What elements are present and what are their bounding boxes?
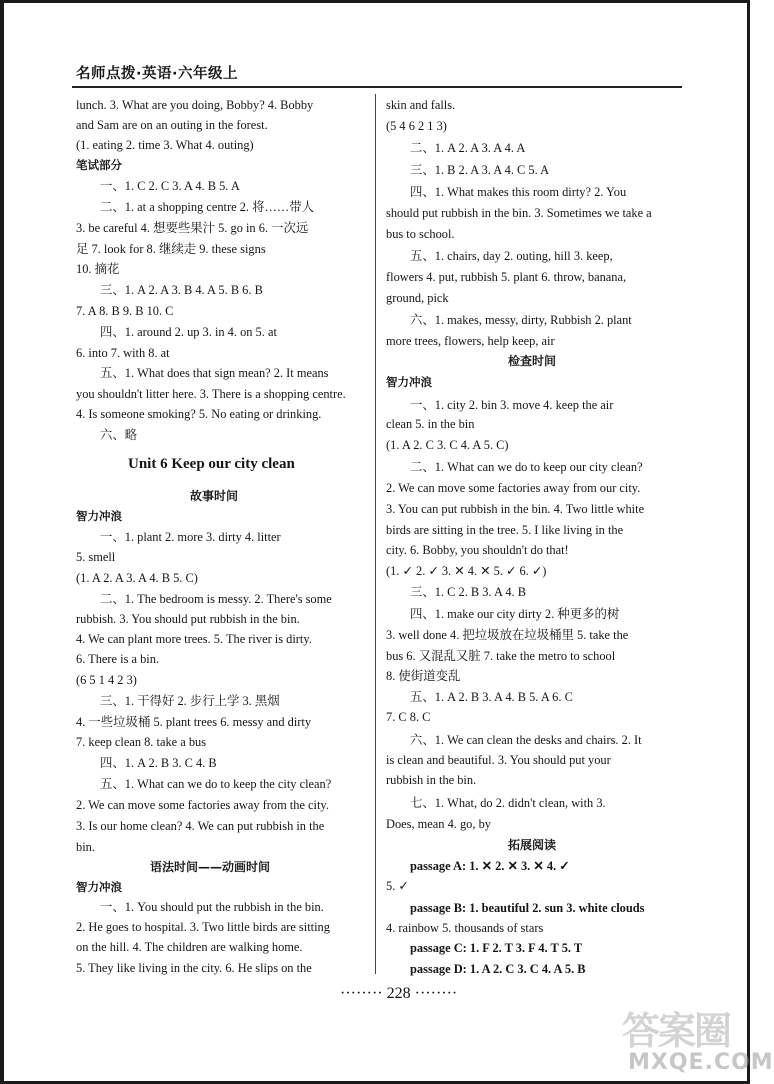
section-label: 智力冲浪 [386, 375, 432, 389]
text-line: 7. A 8. B 9. B 10. C [76, 304, 174, 318]
text-line: city. 6. Bobby, you shouldn't do that! [386, 543, 569, 557]
text-line: (1. ✓ 2. ✓ 3. ✕ 4. ✕ 5. ✓ 6. ✓) [386, 564, 547, 578]
text-line: 10. 摘花 [76, 262, 120, 276]
text-line: 4. 一些垃圾桶 5. plant trees 6. messy and dirty [76, 715, 312, 729]
text-line: should put rubbish in the bin. 3. Sometimes we take a [386, 206, 652, 220]
text-line: (1. eating 2. time 3. What 4. outing) [76, 138, 254, 152]
text-line: 二、1. What can we do to keep our city clean? [410, 460, 643, 474]
text-line: 四、1. around 2. up 3. in 4. on 5. at [100, 325, 277, 339]
text-line: more trees, flowers, help keep, air [386, 334, 555, 348]
text-line: 三、1. B 2. A 3. A 4. C 5. A [410, 163, 550, 177]
text-line: bus 6. 又混乱又脏 7. take the metro to school [386, 649, 616, 663]
text-line: clean 5. in the bin [386, 417, 475, 431]
text-line: 4. We can plant more trees. 5. The river is dirty. [76, 632, 312, 646]
text-line: ground, pick [386, 291, 449, 305]
text-line: you shouldn't litter here. 3. There is a shopping centre. [76, 387, 346, 401]
text-line: 6. There is a bin. [76, 652, 160, 666]
section-title: 语法时间——动画时间 [150, 860, 271, 874]
text-line: 6. into 7. with 8. at [76, 346, 170, 360]
text-line: 二、1. A 2. A 3. A 4. A [410, 141, 526, 155]
text-line: 七、1. What, do 2. didn't clean, with 3. [410, 796, 606, 810]
section-label: 智力冲浪 [76, 509, 122, 523]
watermark-logo: 答案圈 [622, 1009, 731, 1053]
text-line: (5 4 6 2 1 3) [386, 119, 447, 133]
text-line: 一、1. city 2. bin 3. move 4. keep the air [410, 398, 614, 412]
text-line: passage D: 1. A 2. C 3. C 4. A 5. B [410, 962, 586, 976]
text-line: lunch. 3. What are you doing, Bobby? 4. Bobby [76, 98, 314, 112]
text-line: (6 5 1 4 2 3) [76, 673, 137, 687]
page-border-right [747, 0, 750, 1084]
column-divider [375, 94, 376, 974]
text-line: passage B: 1. beautiful 2. sun 3. white clouds [410, 901, 645, 915]
text-line: 3. You can put rubbish in the bin. 4. Two little white [386, 502, 645, 516]
text-line: 3. well done 4. 把垃圾放在垃圾桶里 5. take the [386, 628, 629, 642]
text-line: 二、1. at a shopping centre 2. 将……带人 [100, 200, 315, 214]
text-line: 五、1. What does that sign mean? 2. It means [100, 366, 329, 380]
watermark-text: MXQE.COM [628, 1050, 774, 1075]
text-line: bus to school. [386, 227, 455, 241]
text-line: 六、略 [100, 428, 138, 442]
text-line: and Sam are on an outing in the forest. [76, 118, 268, 132]
text-line: (1. A 2. A 3. A 4. B 5. C) [76, 571, 198, 585]
text-line: birds are sitting in the tree. 5. I like living in the [386, 523, 624, 537]
text-line: 二、1. The bedroom is messy. 2. There's some [100, 592, 332, 606]
text-line: is clean and beautiful. 3. You should put your [386, 753, 611, 767]
text-line: 五、1. What can we do to keep the city clean? [100, 777, 332, 791]
text-line: 2. We can move some factories away from our city. [386, 481, 641, 495]
text-line: 2. We can move some factories away from the city. [76, 798, 329, 812]
section-title: 故事时间 [190, 489, 239, 503]
text-line: skin and falls. [386, 98, 456, 112]
text-line: 四、1. make our city dirty 2. 种更多的树 [410, 607, 620, 621]
text-line: 六、1. makes, messy, dirty, Rubbish 2. plant [410, 313, 632, 327]
book-header-title: 名师点拨·英语·六年级上 [76, 66, 239, 82]
text-line: Does, mean 4. go, by [386, 817, 491, 831]
text-line: 五、1. chairs, day 2. outing, hill 3. keep, [410, 249, 613, 263]
section-title: 检查时间 [508, 354, 557, 368]
text-line: bin. [76, 840, 95, 854]
text-line: flowers 4. put, rubbish 5. plant 6. throw, banana, [386, 270, 627, 284]
text-line: 三、1. C 2. B 3. A 4. B [410, 585, 527, 599]
text-line: rubbish. 3. You should put rubbish in the bin. [76, 612, 300, 626]
text-line: 5. smell [76, 550, 116, 564]
section-label: 笔试部分 [76, 158, 122, 172]
text-line: 一、1. You should put the rubbish in the bin. [100, 900, 324, 914]
text-line: passage C: 1. F 2. T 3. F 4. T 5. T [410, 941, 583, 955]
text-line: 5. ✓ [386, 879, 409, 893]
section-title: 拓展阅读 [508, 838, 557, 852]
text-line: on the hill. 4. The children are walking home. [76, 940, 303, 954]
text-line: 4. Is someone smoking? 5. No eating or drinking. [76, 407, 322, 421]
text-line: 4. rainbow 5. thousands of stars [386, 921, 544, 935]
text-line: 三、1. 干得好 2. 步行上学 3. 黑烟 [100, 694, 280, 708]
text-line: 五、1. A 2. B 3. A 4. B 5. A 6. C [410, 690, 573, 704]
text-line: 7. keep clean 8. take a bus [76, 735, 207, 749]
text-line: passage A: 1. ✕ 2. ✕ 3. ✕ 4. ✓ [410, 859, 570, 873]
unit-title: Unit 6 Keep our city clean [128, 456, 295, 472]
text-line: 3. be careful 4. 想要些果汁 5. go in 6. 一次远 [76, 221, 309, 235]
header-rule [72, 86, 682, 88]
text-line: 足 7. look for 8. 继续走 9. these signs [76, 242, 266, 256]
text-line: 7. C 8. C [386, 710, 431, 724]
text-line: 8. 使街道变乱 [386, 669, 461, 683]
text-line: 一、1. C 2. C 3. A 4. B 5. A [100, 179, 240, 193]
text-line: (1. A 2. C 3. C 4. A 5. C) [386, 438, 509, 452]
text-line: 2. He goes to hospital. 3. Two little birds are sitting [76, 920, 330, 934]
text-line: 一、1. plant 2. more 3. dirty 4. litter [100, 530, 281, 544]
text-line: rubbish in the bin. [386, 773, 477, 787]
page-border-left [0, 0, 4, 1084]
page-border-top [0, 0, 750, 3]
text-line: 5. They like living in the city. 6. He slips on the [76, 961, 312, 975]
page-number: ········ 228 ········ [340, 985, 458, 1002]
text-line: 六、1. We can clean the desks and chairs. 2. It [410, 733, 642, 747]
text-line: 3. Is our home clean? 4. We can put rubbish in the [76, 819, 325, 833]
text-line: 四、1. A 2. B 3. C 4. B [100, 756, 217, 770]
section-label: 智力冲浪 [76, 880, 122, 894]
text-line: 四、1. What makes this room dirty? 2. You [410, 185, 627, 199]
text-line: 三、1. A 2. A 3. B 4. A 5. B 6. B [100, 283, 263, 297]
